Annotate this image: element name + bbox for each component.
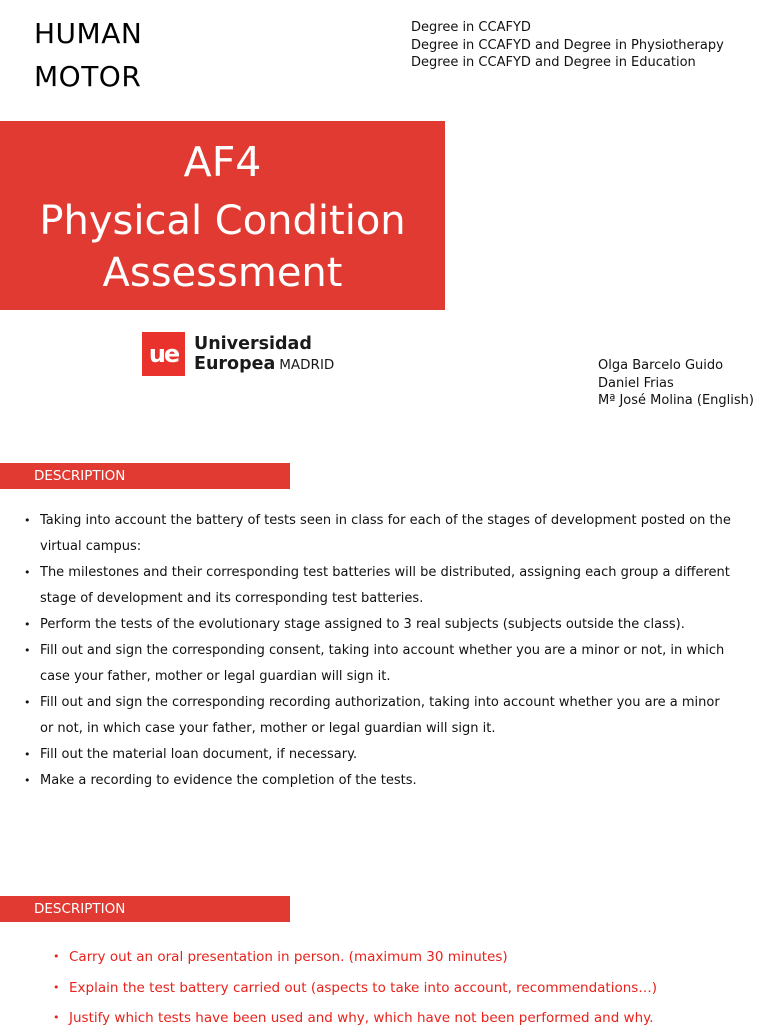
document-title-line: Assessment	[102, 250, 343, 296]
document-title-line: Physical Condition	[39, 198, 406, 244]
document-title	[0, 195, 445, 299]
description-list	[22, 508, 737, 794]
logo-city: MADRID	[279, 357, 335, 373]
author-list	[598, 357, 754, 410]
degree-item: Degree in CCAFYD and Degree in Physiotherapy	[411, 37, 724, 53]
list-item: • Make a recording to evidence the completion of the tests.	[22, 768, 737, 794]
degree-item: Degree in CCAFYD	[411, 20, 531, 35]
section-heading-description-2: DESCRIPTION	[0, 896, 290, 922]
list-item: • Fill out and sign the corresponding recording authorization, taking into account whether you are a minor or not, in which case your father, mother or legal guardian will sign it.	[22, 690, 737, 742]
list-item: • Explain the test battery carried out (aspects to take into account, recommendations…)	[50, 973, 750, 1004]
section-heading-description: DESCRIPTION	[0, 463, 290, 489]
course-title-line: MOTOR	[34, 60, 142, 93]
course-title	[34, 12, 142, 98]
author-name: Olga Barcelo Guido	[598, 358, 724, 373]
list-item: • Fill out the material loan document, if necessary.	[22, 742, 737, 768]
author-name: Daniel Frias	[598, 375, 674, 391]
degree-list	[411, 19, 724, 72]
presentation-list	[50, 942, 750, 1034]
list-item: • Fill out and sign the corresponding consent, taking into account whether you are a minor or not, in which case your father, mother or legal guardian will sign it.	[22, 638, 737, 690]
ue-logo-mark: ue	[142, 332, 185, 376]
degree-item: Degree in CCAFYD and Degree in Education	[411, 55, 696, 70]
list-item: • The milestones and their corresponding test batteries will be distributed, assigning each group a different stage of development and its corresponding test batteries.	[22, 560, 737, 612]
list-item: • Taking into account the battery of tests seen in class for each of the stages of development posted on the virtual campus:	[22, 508, 737, 560]
author-name: Mª José Molina (English)	[598, 393, 754, 408]
course-title-line: HUMAN	[34, 17, 143, 50]
logo-name-line1: Universidad	[194, 334, 312, 354]
list-item: • Carry out an oral presentation in person. (maximum 30 minutes)	[50, 942, 750, 973]
list-item: • Justify which tests have been used and why, which have not been performed and why.	[50, 1003, 750, 1034]
title-banner	[0, 121, 445, 310]
logo-name-line2	[194, 354, 334, 375]
list-item: • Perform the tests of the evolutionary stage assigned to 3 real subjects (subjects outside the class).	[22, 612, 737, 638]
activity-code: AF4	[183, 138, 262, 186]
logo-name-europea: Europea	[194, 354, 276, 374]
